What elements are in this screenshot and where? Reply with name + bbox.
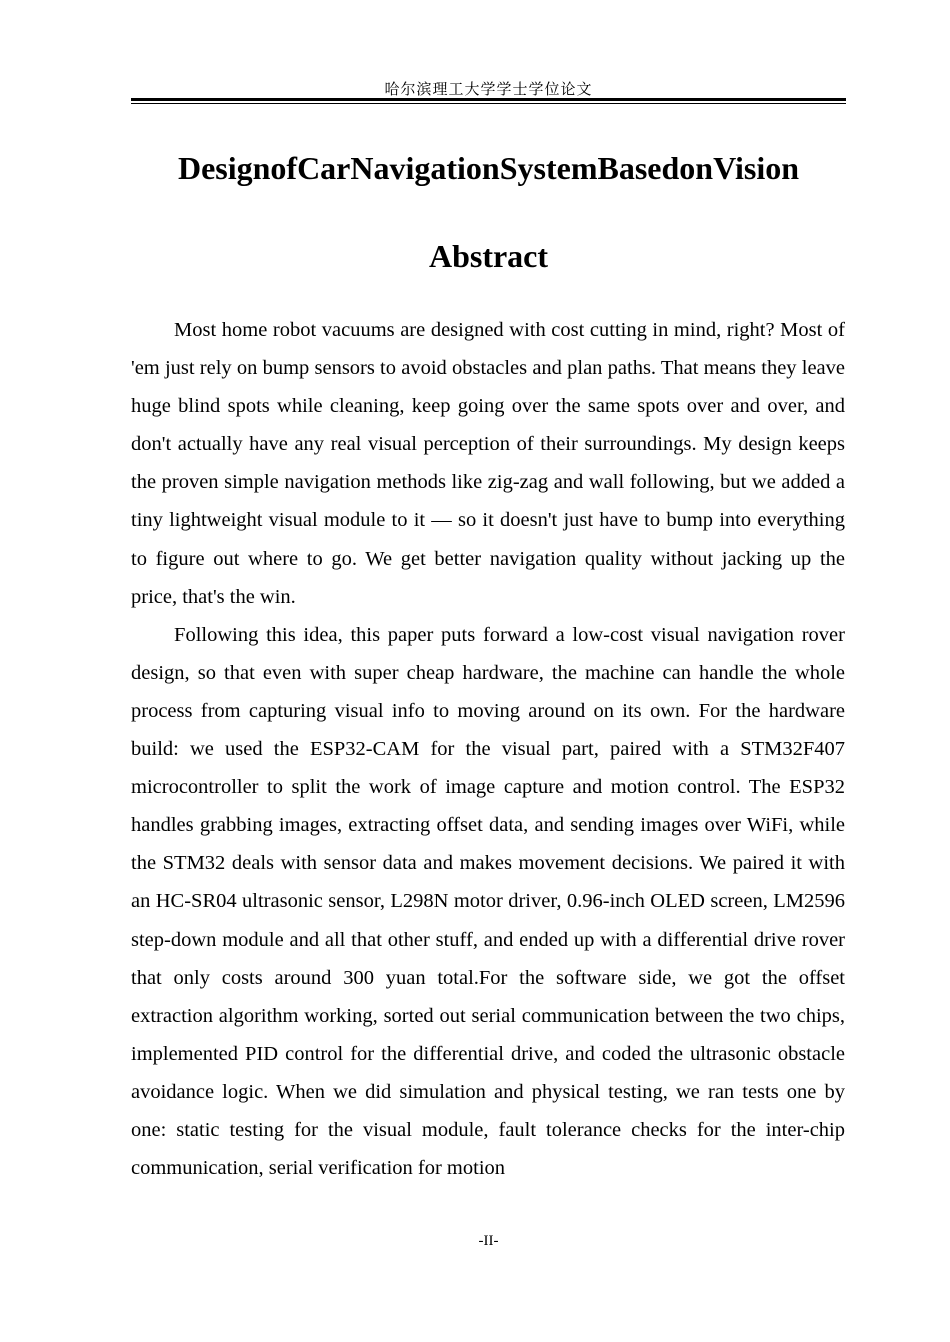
abstract-paragraph-2: Following this idea, this paper puts forward a low-cost visual navigation rover design, so that even with super cheap hardware, the machine can handle the whole process from capturing visual info to moving around on its own. For the hardware build: we used the ESP32-CAM for the visual part, paired with a STM32F407 microcontroller to split the work of image capture and motion control. The ESP32 handles grabbing images, extracting offset data, and sending images over WiFi, while the STM32 deals with sensor data and makes movement decisions. We paired it with an HC-SR04 ultrasonic sensor, L298N motor driver, 0.96-inch OLED screen, LM2596 step-down module and all that other stuff, and ended up with a differential drive rover that only costs around 300 yuan total.For the software side, we got the offset extraction algorithm working, sorted out serial communication between the two chips, implemented PID control for the differential drive, and coded the ultrasonic obstacle avoidance logic. When we did simulation and physical testing, we ran tests one by one: static testing for the visual module, fault tolerance checks for the inter-chip communication, serial verification for motion bbox=[131, 623, 845, 1180]
header-rule-thick bbox=[131, 98, 846, 101]
thesis-title: DesignofCarNavigationSystemBasedonVision bbox=[177, 150, 800, 186]
abstract-body bbox=[131, 311, 845, 1187]
header-rule-thin bbox=[131, 103, 846, 104]
page-number: -II- bbox=[478, 1233, 499, 1249]
abstract-paragraph-1: Most home robot vacuums are designed with cost cutting in mind, right? Most of 'em just rely on bump sensors to avoid obstacles and plan paths. That means they leave huge blind spots while cleaning, keep going over the same spots over and over, and don't actually have any real visual perception of their surroundings. My design keeps the proven simple navigation methods like zig-zag and wall following, but we added a tiny lightweight visual module to it — so it doesn't just have to bump into everything to figure out where to go. We get better navigation quality without jacking up the price, that's the win. bbox=[131, 319, 845, 608]
abstract-heading: Abstract bbox=[428, 238, 549, 274]
running-header: 哈尔滨理工大学学士学位论文 bbox=[384, 80, 593, 98]
